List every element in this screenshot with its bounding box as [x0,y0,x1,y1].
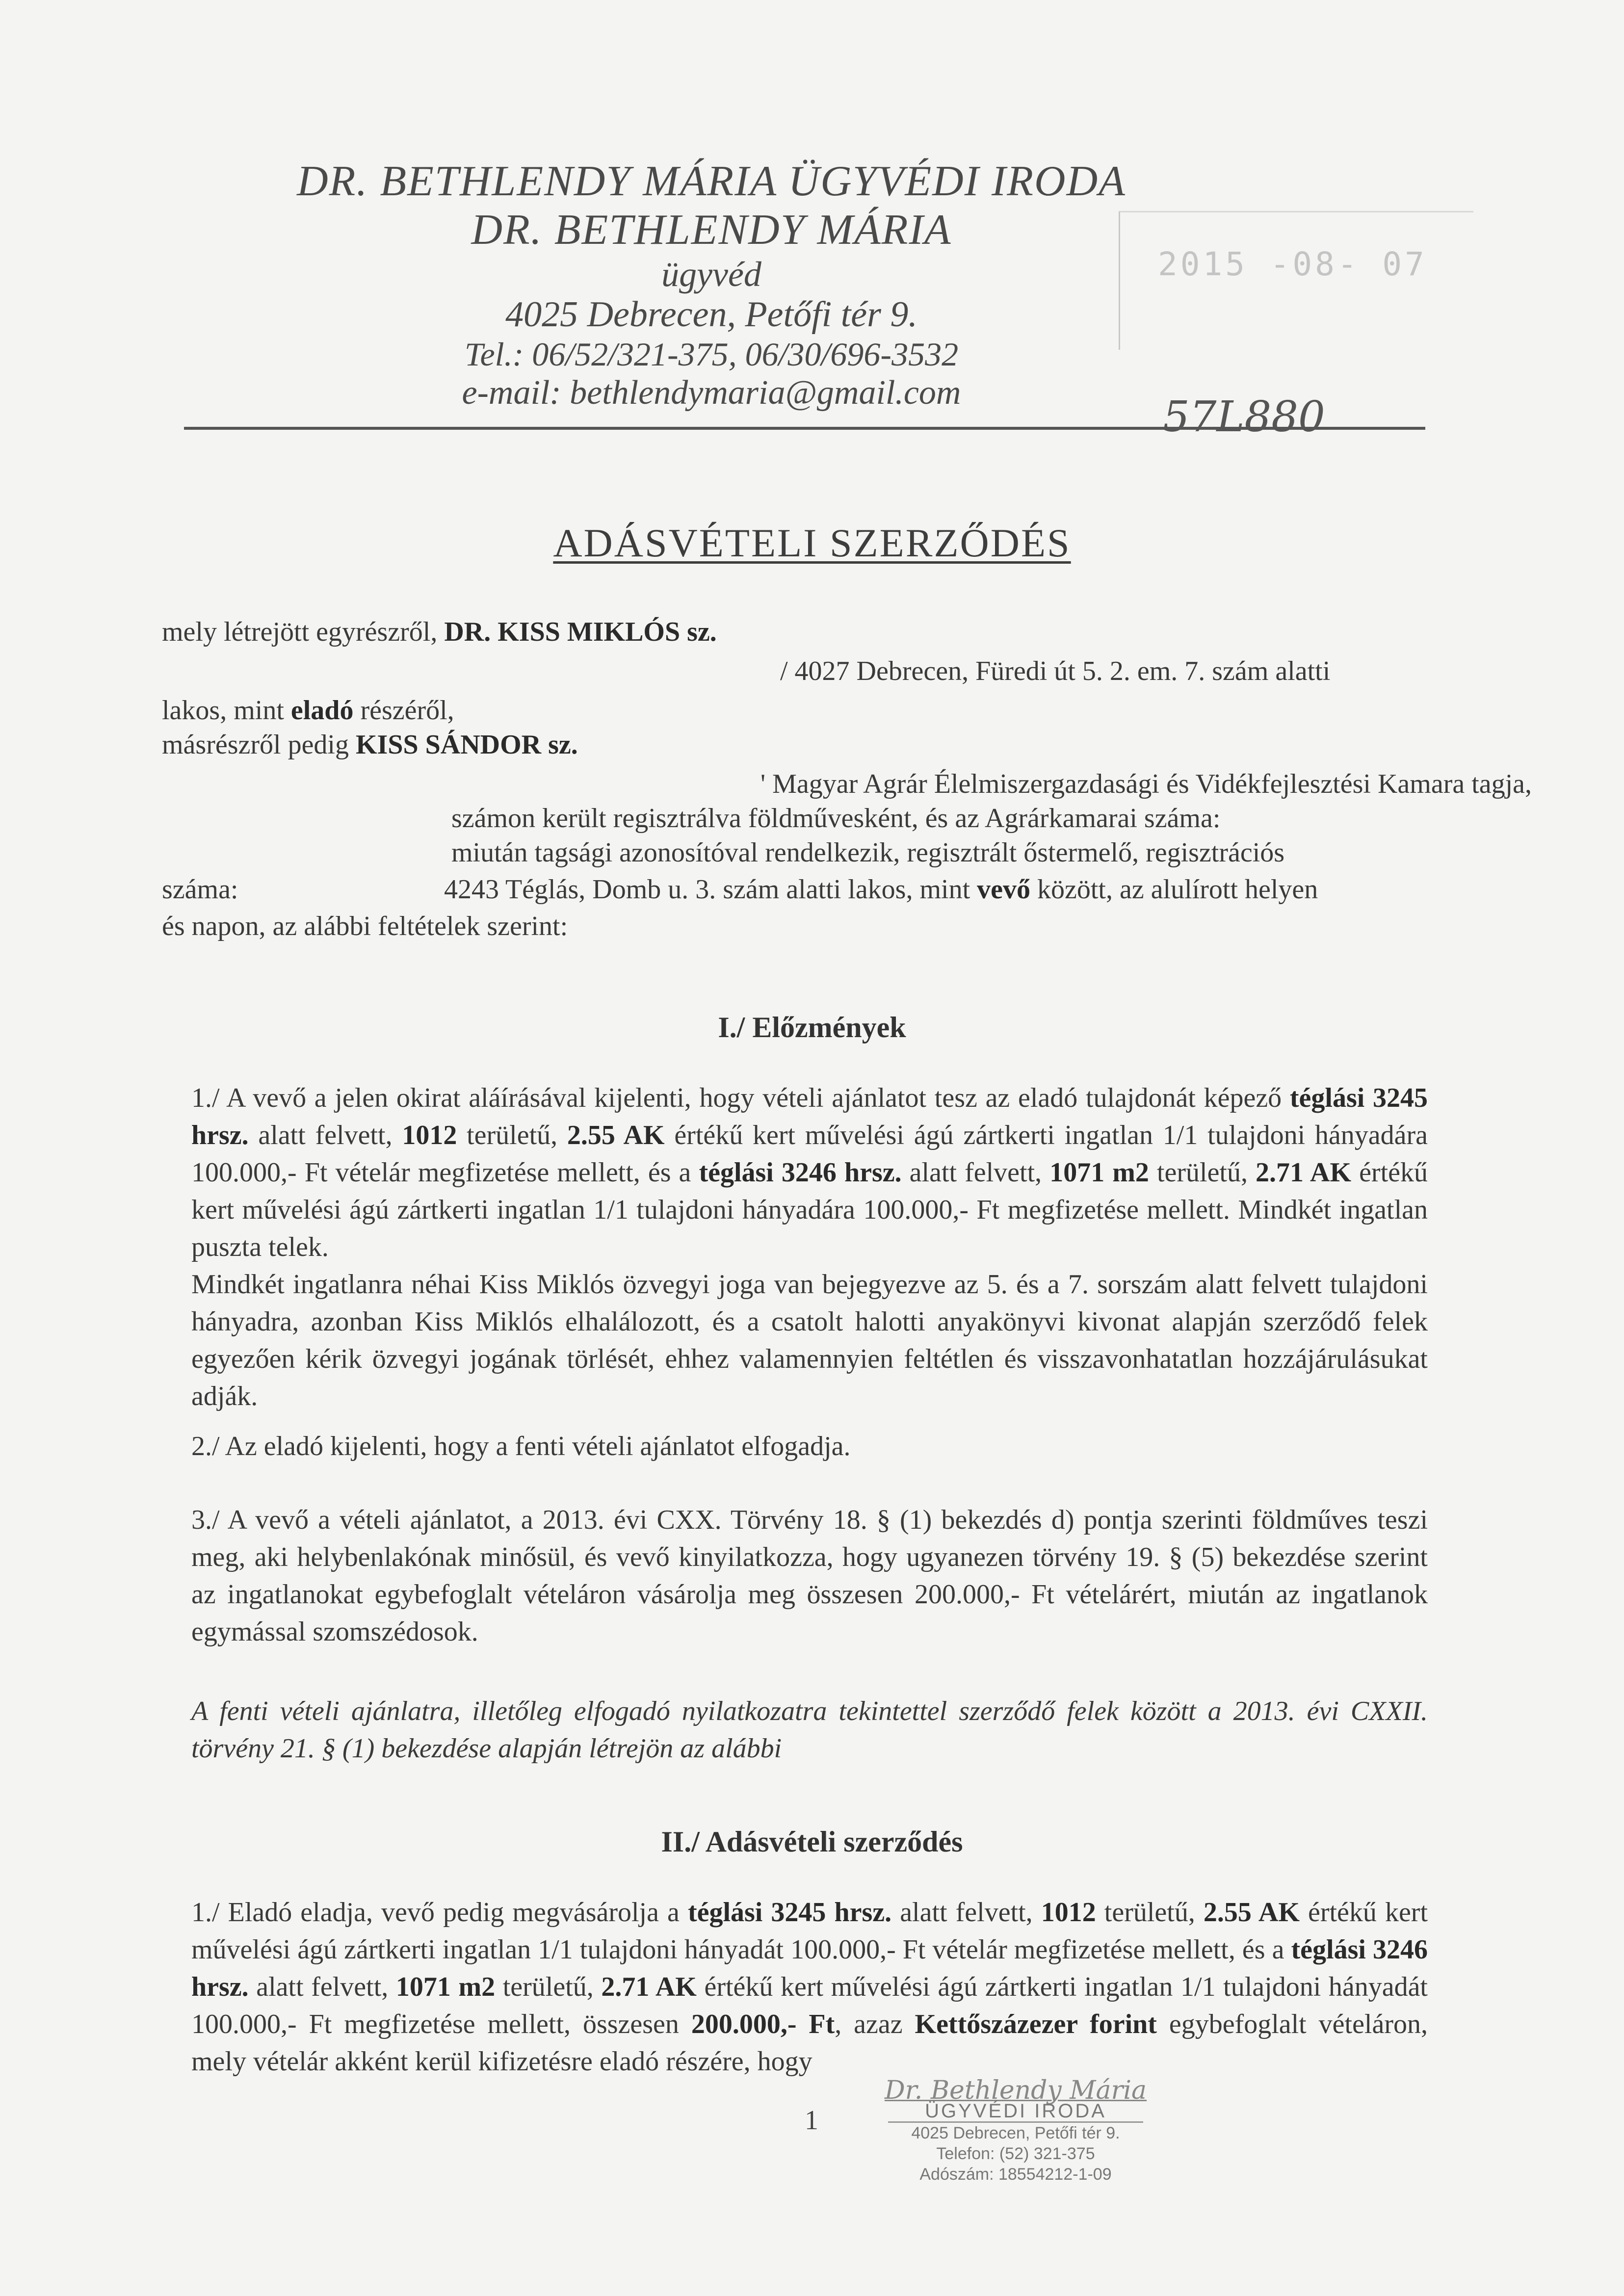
letterhead-name: DR. BETHLENDY MÁRIA [471,206,952,254]
buyer-intro: másrészről pedig [162,730,356,760]
s2p1-area-2: 1071 m2 [395,1972,496,2002]
buyer-line-4-label: száma: [162,874,238,905]
seller-role-post: részéről, [353,695,454,726]
s1p1-value-2: 2.71 AK [1256,1157,1352,1188]
s1p1-area-1: 1012 [402,1120,457,1150]
seller-role: eladó [290,695,354,726]
section-1-italic-clause: A fenti vételi ajánlatra, illetőleg elfogadó nyilatkozatra tekintettel szerződő felek között a 2013. évi CXXII. törvény 21. § (1) bekezdése alapján létrejön az alábbi [191,1696,1428,1764]
seller-intro: mely létrejött egyrészről, [162,617,445,647]
s1p1-text-h: értékű kert művelési ágú zártkerti ingatlan 1/1 tulajdoni hányadára 100.000,- Ft megfizetése mellett. Mindkét ingatlan puszta telek. [191,1157,1428,1262]
s1p1-text-g: területű, [1149,1157,1256,1188]
s2p1-text-h: értékű kert művelési ágú zártkerti ingatlan 1/1 tulajdoni hányadát 100.000,- Ft megfizetése mellett, összesen [191,1972,1428,2039]
s2p1-text-i: , azaz [835,2009,915,2039]
buyer-line-2: számon került regisztrálva földművesként, és az Agrárkamarai száma: [451,803,1221,834]
seal-signature: Dr. Bethlendy Mária [884,2076,1147,2105]
buyer-line-1: ' Magyar Agrár Élelmiszergazdasági és Vidékfejlesztési Kamara tagja, [760,769,1532,799]
section-1-paragraph-3: 3./ A vevő a vételi ajánlatot, a 2013. évi CXX. Törvény 18. § (1) bekezdés d) pontja szerinti földműves teszi meg, aki helybenlakónak minősül, és vevő kinyilatkozza, hogy ugyanezen törvény 19. § (5) bekezdése szerint az ingatlanokat egybefoglalt vételáron vásárolja meg összesen 200.000,- Ft vételárért, miután az ingatlanok egymással szomszédosok. [191,1505,1428,1647]
s2p1-text-c: alatt felvett, [891,1897,1041,1928]
section-1-paragraph-2: 2./ Az eladó kijelenti, hogy a fenti vételi ajánlatot elfogadja. [191,1431,851,1461]
seller-name: DR. KISS MIKLÓS sz. [444,617,717,647]
section-2-paragraph-1 [191,1894,1428,2080]
letterhead-email: e-mail: bethlendymaria@gmail.com [462,373,961,412]
s1p1-text-f: alatt felvett, [901,1157,1050,1188]
s1p1-text-c: alatt felvett, [248,1120,402,1150]
seller-address: / 4027 Debrecen, Füredi út 5. 2. em. 7. szám alatti [780,656,1331,686]
letterhead-firm: DR. BETHLENDY MÁRIA ÜGYVÉDI IRODA [297,157,1126,205]
parties-closing: és napon, az alábbi feltételek szerint: [162,911,568,941]
handwritten-number: 57L880 [1163,392,1325,442]
seal-address: 4025 Debrecen, Petőfi tér 9. [911,2124,1120,2142]
buyer-line-4 [444,871,1318,908]
section-1-paragraph-1 [191,1079,1428,1415]
s1p1-parcel-1: téglási 3245 hrsz. [191,1083,1428,1150]
buyer-role: vevő [977,874,1031,905]
s2p1-text-f: alatt felvett, [248,1972,396,2002]
letterhead-phone: Tel.: 06/52/321-375, 06/30/696-3532 [464,335,959,373]
buyer-name: KISS SÁNDOR sz. [355,730,578,760]
document-title: ADÁSVÉTELI SZERZŐDÉS [553,521,1071,565]
s2p1-text-a: 1./ Eladó eladja, vevő pedig megvásárolja a [191,1897,688,1928]
office-seal [859,2076,1173,2227]
section-2-heading: II./ Adásvételi szerződés [661,1826,963,1858]
seller-line [162,613,1428,651]
s1p1-text-d: területű, [457,1120,567,1150]
s2p1-total-price-words: Kettőszázezer forint [915,2009,1157,2039]
s1p1-text-a: 1./ A vevő a jelen okirat aláírásával kijelenti, hogy vételi ajánlatot tesz az eladó tulajdonát képező [191,1083,1290,1113]
s1p1-text-i: Mindkét ingatlanra néhai Kiss Miklós özvegyi joga van bejegyezve az 5. és a 7. sorszám alatt felvett tulajdoni hányadra, azonban Kiss Miklós elhalálozott, és a csatolt halotti anyakönyvi kivonat alapján szerződő felek egyezően kérik özvegyi jogának törlését, ehhez valamennyien feltétlen és visszavonhatatlan hozzájárulásukat adják. [191,1269,1428,1411]
letterhead [177,157,1246,412]
buyer-address: 4243 Téglás, Domb u. 3. szám alatti lakos, mint [444,874,977,905]
seller-role-line [162,692,454,729]
buyer-line-4-post: között, az alulírott helyen [1030,874,1318,905]
s2p1-text-e: értékű kert művelési ágú zártkerti ingatlan 1/1 tulajdoni hányadát 100.000,- Ft vételár megfizetése mellett, és a [191,1897,1428,1965]
seal-phone: Telefon: (52) 321-375 [936,2144,1095,2163]
s2p1-value-1: 2.55 AK [1203,1897,1300,1928]
s2p1-text-g: területű, [495,1972,602,2002]
s1p1-parcel-2: téglási 3246 hrsz. [699,1157,902,1188]
seal-firm: ÜGYVÉDI IRODA [925,2100,1106,2122]
s2p1-parcel-1: téglási 3245 hrsz. [687,1897,892,1928]
s2p1-text-d: területű, [1096,1897,1204,1928]
buyer-line-3: miután tagsági azonosítóval rendelkezik, regisztrált őstermelő, regisztrációs [451,837,1285,868]
registry-stamp-date: 2015 -08- 07 [1158,245,1427,283]
buyer-line [162,726,578,763]
letterhead-address: 4025 Debrecen, Petőfi tér 9. [505,294,917,335]
letterhead-role: ügyvéd [661,254,761,294]
s2p1-total-price: 200.000,- Ft [691,2009,835,2039]
page-number: 1 [805,2105,818,2136]
section-1-heading: I./ Előzmények [718,1011,906,1044]
s2p1-area-1: 1012 [1041,1897,1096,1928]
s1p1-value-1: 2.55 AK [567,1120,665,1150]
seal-tax-number: Adószám: 18554212-1-09 [919,2165,1112,2184]
s1p1-text-e: értékű kert művelési ágú zártkerti ingatlan 1/1 tulajdoni hányadára 100.000,- Ft vételár megfizetése mellett, és a [191,1120,1428,1188]
s2p1-value-2: 2.71 AK [601,1972,697,2002]
s1p1-area-2: 1071 m2 [1049,1157,1149,1188]
seller-role-pre: lakos, mint [162,695,291,726]
s2p1-text-j: egybefoglalt vételáron, mely vételár akként kerül kifizetésre eladó részére, hogy [191,2009,1428,2077]
s2p1-parcel-2: téglási 3246 hrsz. [191,1934,1428,2002]
